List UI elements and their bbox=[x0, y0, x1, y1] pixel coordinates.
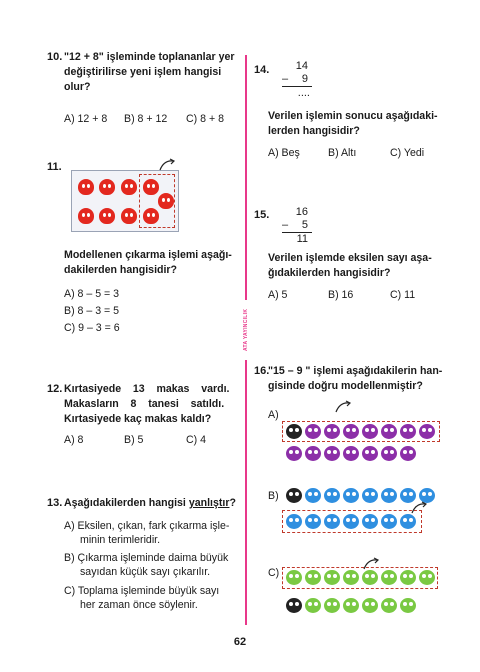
ball-icon bbox=[324, 446, 340, 461]
minus-sign: – bbox=[282, 219, 289, 231]
question-text: Makasların 8 tanesi satıldı. bbox=[64, 398, 225, 410]
minus-sign: – bbox=[282, 73, 289, 85]
option-a[interactable] bbox=[64, 519, 244, 547]
option-b[interactable]: B) Altı bbox=[328, 147, 357, 159]
option-a[interactable]: A) 8 bbox=[64, 434, 84, 446]
subtraction-operation bbox=[282, 60, 312, 100]
option-c[interactable]: C) Yedi bbox=[390, 147, 425, 159]
ball-icon bbox=[362, 446, 378, 461]
option-c-model bbox=[284, 568, 444, 620]
option-c[interactable] bbox=[64, 584, 244, 612]
ball-icon bbox=[286, 488, 302, 503]
option-c[interactable]: C) 9 – 3 = 6 bbox=[64, 322, 120, 334]
option-text: minin terimleridir. bbox=[80, 534, 161, 546]
dashed-selection bbox=[282, 510, 422, 533]
question-number: 16. bbox=[254, 365, 270, 377]
question-12 bbox=[47, 382, 243, 427]
question-text: Verilen işlemde eksilen sayı aşa- bbox=[268, 252, 432, 264]
option-a[interactable]: A) bbox=[268, 409, 279, 421]
ball-icon bbox=[305, 446, 321, 461]
candy-icon bbox=[99, 208, 115, 224]
option-text: B) Çıkarma işleminde daima büyük bbox=[64, 552, 229, 564]
ball-icon bbox=[381, 446, 397, 461]
option-b[interactable] bbox=[64, 551, 244, 579]
model-image bbox=[71, 170, 179, 232]
question-text: Verilen işlemin sonucu aşağıdaki- bbox=[268, 110, 438, 122]
option-text: her zaman önce söylenir. bbox=[80, 599, 198, 611]
option-b[interactable]: B) bbox=[268, 490, 279, 502]
question-15 bbox=[268, 251, 458, 281]
question-11 bbox=[64, 248, 244, 278]
dashed-selection bbox=[282, 567, 438, 589]
subtrahend: 5 bbox=[301, 219, 308, 231]
subtraction-operation bbox=[282, 206, 312, 246]
option-a[interactable]: A) Beş bbox=[268, 147, 300, 159]
ball-icon bbox=[400, 598, 416, 613]
candy-icon bbox=[78, 179, 94, 195]
question-13 bbox=[47, 496, 243, 511]
candy-icon bbox=[121, 179, 137, 195]
ball-icon bbox=[343, 446, 359, 461]
option-c[interactable]: C) 4 bbox=[186, 434, 207, 446]
question-10 bbox=[47, 50, 243, 95]
candy-icon bbox=[78, 208, 94, 224]
result: 11 bbox=[296, 233, 308, 245]
question-number: 15. bbox=[254, 209, 270, 221]
ball-icon bbox=[343, 488, 359, 503]
curved-arrow-icon bbox=[362, 557, 380, 571]
question-number: 13. bbox=[47, 497, 63, 509]
question-text: "12 + 8" işleminde toplananlar yer bbox=[64, 51, 235, 63]
option-b[interactable]: B) 8 – 3 = 5 bbox=[64, 305, 120, 317]
question-text: olur? bbox=[64, 81, 91, 93]
ball-icon bbox=[381, 598, 397, 613]
question-text: Kırtasiyede kaç makas kaldı? bbox=[64, 413, 212, 425]
question-number: 14. bbox=[254, 64, 270, 76]
option-c[interactable]: C) 11 bbox=[390, 289, 416, 301]
dashed-selection bbox=[282, 421, 440, 442]
option-text: sayıdan küçük sayı çıkarılır. bbox=[80, 566, 211, 578]
question-text: gisinde doğru modellenmiştir? bbox=[268, 380, 423, 392]
question-text: "15 – 9 " işlemi aşağıdakilerin han- bbox=[268, 365, 443, 377]
ball-icon bbox=[324, 488, 340, 503]
ball-icon bbox=[362, 488, 378, 503]
question-text: ğıdakilerden hangisidir? bbox=[268, 267, 391, 279]
curved-arrow-icon bbox=[158, 158, 176, 172]
ball-icon bbox=[286, 446, 302, 461]
question-16 bbox=[254, 364, 454, 394]
question-text: ? bbox=[229, 497, 236, 509]
option-b[interactable]: B) 16 bbox=[328, 289, 354, 301]
option-b[interactable]: B) 5 bbox=[124, 434, 144, 446]
curved-arrow-icon bbox=[410, 501, 428, 515]
minuend: 14 bbox=[295, 60, 308, 72]
ball-icon bbox=[305, 488, 321, 503]
option-a[interactable]: A) 8 – 5 = 3 bbox=[64, 288, 120, 300]
question-number: 11. bbox=[47, 161, 62, 173]
option-text: C) Toplama işleminde büyük sayı bbox=[64, 585, 220, 597]
question-text: lerden hangisidir? bbox=[268, 125, 360, 137]
question-number: 10. bbox=[47, 51, 63, 63]
ball-icon bbox=[305, 598, 321, 613]
ball-icon bbox=[400, 446, 416, 461]
publisher-brand: ATA YAYINCILIK bbox=[237, 300, 255, 360]
ball-icon bbox=[286, 598, 302, 613]
question-number: 12. bbox=[47, 383, 63, 395]
question-text: Modellenen çıkarma işlemi aşağı- bbox=[64, 249, 232, 261]
option-a[interactable]: A) 12 + 8 bbox=[64, 113, 108, 125]
question-text: Kırtasiyede 13 makas vardı. bbox=[64, 383, 230, 395]
question-text: dakilerden hangisidir? bbox=[64, 264, 178, 276]
underlined-word: yanlıştır bbox=[188, 497, 230, 509]
option-c[interactable]: C) 8 + 8 bbox=[186, 113, 224, 125]
curved-arrow-icon bbox=[334, 400, 352, 414]
subtrahend: 9 bbox=[301, 73, 308, 85]
result: .... bbox=[297, 87, 310, 99]
ball-icon bbox=[343, 598, 359, 613]
option-a[interactable]: A) 5 bbox=[268, 289, 288, 301]
question-text: değiştirilirse yeni işlem hangisi bbox=[64, 66, 222, 78]
candy-icon bbox=[99, 179, 115, 195]
option-b[interactable]: B) 8 + 12 bbox=[124, 113, 168, 125]
candy-icon bbox=[121, 208, 137, 224]
ball-icon bbox=[324, 598, 340, 613]
minuend: 16 bbox=[295, 206, 308, 218]
option-text: A) Eksilen, çıkan, fark çıkarma işle- bbox=[64, 520, 230, 532]
page-number: 62 bbox=[233, 636, 247, 648]
option-a-model bbox=[284, 408, 444, 468]
ball-icon bbox=[362, 598, 378, 613]
ball-icon bbox=[381, 488, 397, 503]
dashed-selection bbox=[139, 174, 175, 228]
question-14 bbox=[268, 109, 458, 139]
option-c[interactable]: C) bbox=[268, 567, 280, 579]
question-text: Aşağıdakilerden hangisi bbox=[64, 497, 189, 509]
